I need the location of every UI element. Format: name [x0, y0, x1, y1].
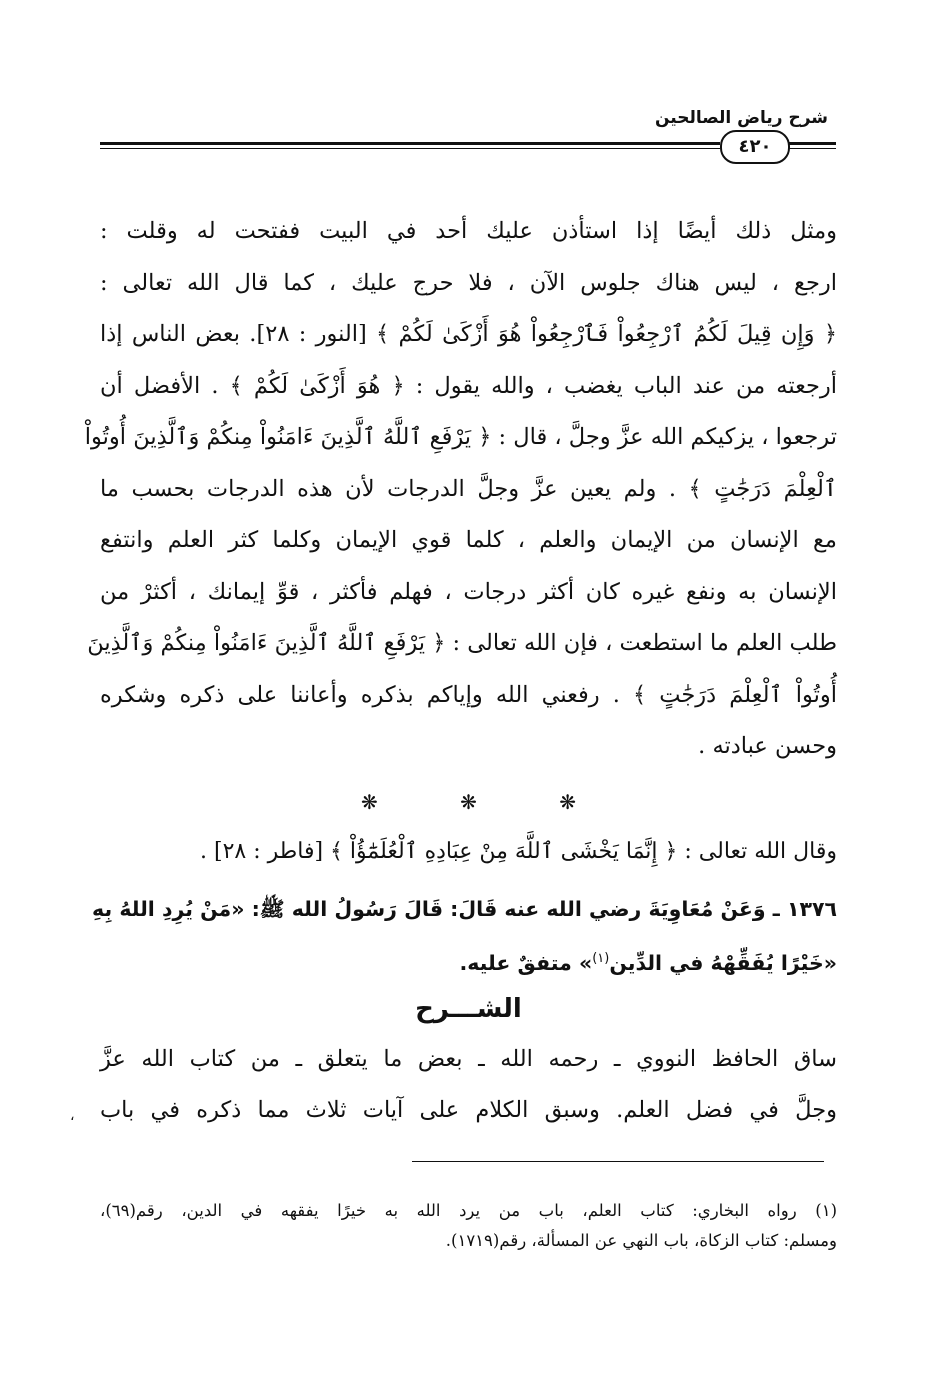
asterism-icon: ❋ [559, 790, 576, 814]
margin-mark: ، [70, 1108, 75, 1124]
text-line: الإنسان به ونفع غيره كان أكثر درجات ، فهلم فأكثر ، قوِّ إيمانك ، أكثرْ من [100, 578, 837, 605]
text-line-last: وحسن عبادته . [698, 733, 837, 759]
hadith-text [92, 884, 837, 988]
text-line: أرجعته من عند الباب يغضب ، والله يقول : ﴿ هُوَ أَزْكَىٰ لَكُمْ ﴾ . الأفضل أن [100, 372, 837, 399]
commentary-heading: الشـــرح [415, 994, 522, 1024]
footnote-reference[interactable]: (١) [592, 951, 610, 966]
main-text [84, 206, 838, 773]
page-number: ٤٢٠ [720, 130, 790, 164]
text-line: طلب العلم ما استطعت ، فإن الله تعالى : ﴿ يَرْفَعِ ٱللَّهُ ٱلَّذِينَ ءَامَنُواْ مِنكُمْ وَٱلَّذِينَ [87, 630, 837, 656]
header-rule [100, 128, 836, 164]
commentary-text [100, 1034, 837, 1136]
text-line: ٱلْعِلْمَ دَرَجَٰتٍ ﴾ . ولم يعين عزَّ وجلَّ الدرجات لأن هذه الدرجات بحسب ما [100, 475, 837, 502]
hadith-line-2: «خَيْرًا يُفَقِّهْهُ في الدِّين$^{(١)}$» متفقٌ عليه. [459, 950, 837, 975]
hadith-quote: خَيْرًا يُفَقِّهْهُ في الدِّين [609, 950, 824, 975]
quran-verse-line: وقال الله تعالى : ﴿ إِنَّمَا يَخْشَى ٱللَّهَ مِنْ عِبَادِهِ ٱلْعُلَمَٰٓؤُاْ ﴾ [فاطر : ٢٨] . [199, 839, 837, 864]
text-line: ﴿ وَإِن قِيلَ لَكُمُ ٱرْجِعُواْ فَٱرْجِعُواْ هُوَ أَزْكَىٰ لَكُمْ ﴾ [النور : ٢٨]. بعض الناس إذا [100, 321, 838, 347]
header-rule-right [788, 142, 836, 149]
text-line: وجلَّ في فضل العلم. وسبق الكلام على آيات ثلاث مما ذكره في باب [100, 1097, 837, 1123]
text-line: ارجع ، ليس هناك جلوس الآن ، فلا حرج عليك ، كما قال الله تعالى : [100, 269, 837, 296]
header-rule-left [100, 142, 720, 149]
footnote-separator [412, 1161, 824, 1162]
text-line: مع الإنسان من الإيمان والعلم ، كلما قوي الإيمان وكلما كثر العلم وانتفع [100, 527, 837, 553]
asterism-icon: ❋ [360, 790, 378, 814]
footnote-line: ومسلم: كتاب الزكاة، باب النهي عن المسألة، رقم(١٧١٩). [445, 1231, 837, 1250]
asterism-icon: ❋ [460, 790, 477, 814]
running-title: شرح رياض الصالحين [654, 108, 828, 128]
text-line: ومثل ذلك أيضًا إذا استأذن عليك أحد في البيت ففتحت له وقلت : [100, 218, 837, 244]
text-line: ساق الحافظ النووي ـ رحمه الله ـ بعض ما يتعلق ـ من كتاب الله عزَّ [100, 1046, 837, 1072]
hadith-ending: » متفقٌ عليه. [459, 950, 593, 975]
hadith-line-1: ١٣٧٦ ـ وَعَنْ مُعَاوِيَةَ رضي الله عنه قَالَ: قَالَ رَسُولُ الله ﷺ: «مَنْ يُرِدِ اللهُ بِهِ [92, 897, 837, 921]
footnotes [100, 1196, 837, 1256]
section-separator [100, 790, 837, 814]
text-line: أُوتُواْ ٱلْعِلْمَ دَرَجَٰتٍ ﴾ . رفعني الله وإياكم بذكره وأعاننا على ذكره وشكره [100, 681, 837, 708]
text-line: ترجعوا ، يزكيكم الله عزَّ وجلَّ ، قال : ﴿ يَرْفَعِ ٱللَّهُ ٱلَّذِينَ ءَامَنُواْ مِنكُمْ وَٱلَّذِينَ أُوتُواْ [84, 424, 837, 450]
footnote-line: (١) رواه البخاري: كتاب العلم، باب من يرد الله به خيرًا يفقهه في الدين، رقم(٦٩)، [100, 1201, 837, 1220]
